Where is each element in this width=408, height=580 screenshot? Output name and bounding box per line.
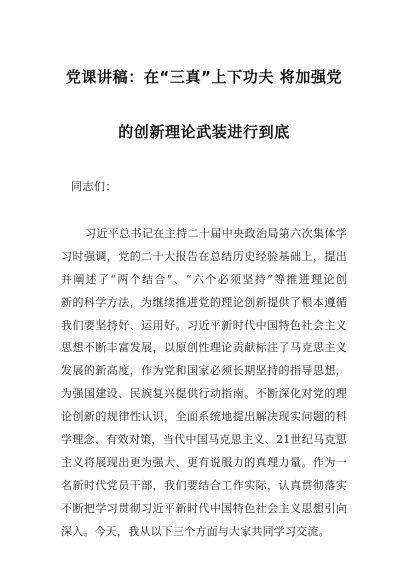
body-line: 为强国建设、民族复兴提供行动指南。不断深化对党的理 [61, 387, 347, 401]
document-title-line-2: 的创新理论武装进行到底 [118, 123, 290, 141]
body-line: 习近平总书记在主持二十届中央政治局第六次集体学 [85, 227, 347, 240]
body-line: 习时强调，党的二十大报告在总结历史经验基础上，提出 [61, 249, 347, 263]
body-line: 发展的新高度，作为党和国家必须长期坚持的指导思想， [61, 364, 347, 378]
body-paragraph [61, 223, 347, 543]
body-line: 主义将展现出更为强大、更有说服力的真理力量。作为一 [61, 455, 347, 469]
body-line: 学理念、有效对策，当代中国马克思主义、21世纪马克思 [61, 433, 347, 447]
salutation: 同志们： [71, 180, 117, 193]
body-line: 新的科学方法，为继续推进党的理论创新提供了根本遵循 [61, 295, 347, 309]
body-line: 思想不断丰富发展，以原创性理论贡献标注了马克思主义 [61, 341, 347, 355]
document-title-line-1: 党课讲稿：在“三真”上下功夫 将加强党 [65, 68, 343, 86]
body-line: 不断把学习贯彻习近平新时代中国特色社会主义思想引向 [61, 501, 347, 515]
body-line: 名新时代党员干部，我们要结合工作实际，认真贯彻落实 [61, 478, 347, 492]
body-line: 深入。今天，我从以下三个方面与大家共同学习交流。 [61, 524, 330, 538]
body-line: 论创新的规律性认识，全面系统地提出解决现实问题的科 [61, 410, 347, 424]
body-line: 并阐述了“两个结合”、“六个必须坚持”等推进理论创 [61, 272, 347, 286]
body-line: 我们要坚持好、运用好。习近平新时代中国特色社会主义 [61, 318, 347, 332]
